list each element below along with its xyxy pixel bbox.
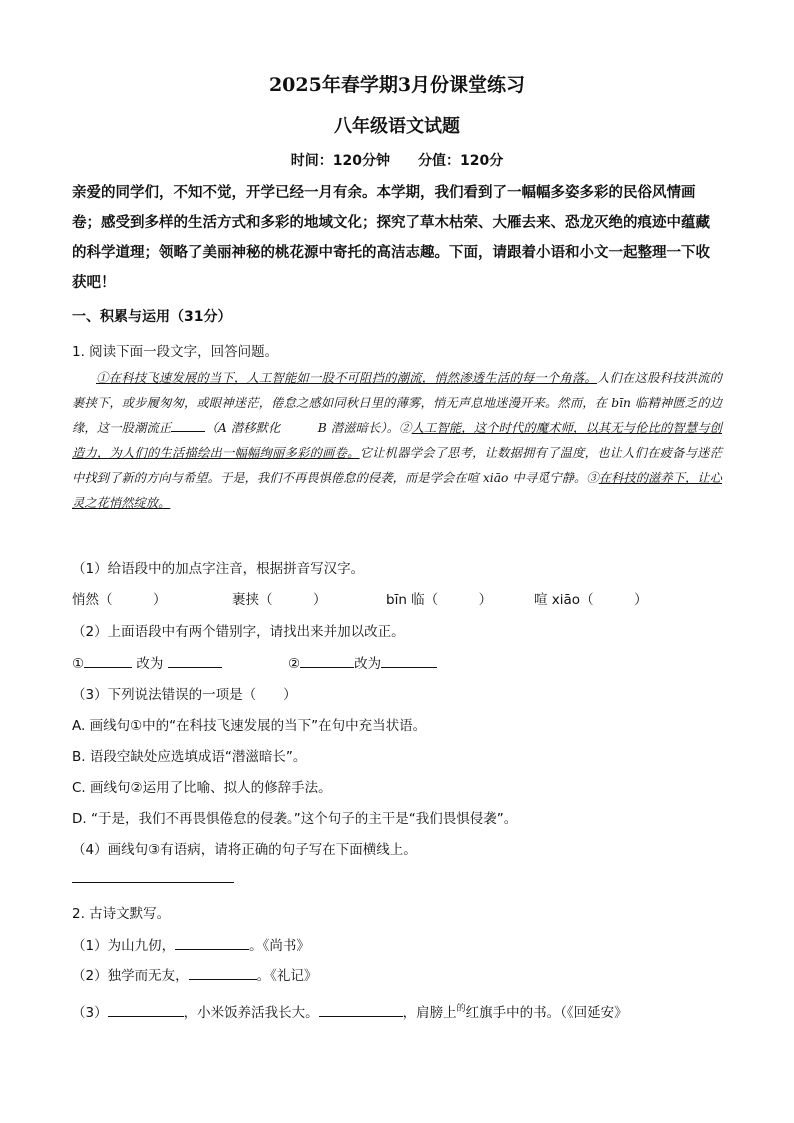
- exam-title: 2025年春学期3月份课堂练习: [268, 74, 526, 96]
- exam-meta: 时间：120分钟 分值：120分: [290, 153, 504, 169]
- q1-sub4: （4）画线句③有语病，请将正确的句子写在下面横线上。: [72, 842, 417, 858]
- q1-passage: [72, 366, 722, 516]
- correction-2-wrong[interactable]: [300, 653, 354, 668]
- section-heading: 一、积累与运用（31分）: [72, 309, 232, 325]
- q1-sub2: （2）上面语段中有两个错别字，请找出来并加以改正。: [72, 624, 405, 640]
- pinyin-item-3[interactable]: bīn 临（ ）: [386, 592, 493, 608]
- q2-blank-1[interactable]: [175, 935, 249, 950]
- correction-2-right[interactable]: [381, 653, 437, 668]
- passage-blank[interactable]: [171, 417, 205, 432]
- correction-1-right[interactable]: [168, 653, 222, 668]
- answer-line[interactable]: [72, 882, 234, 883]
- pinyin-item-4[interactable]: 喧 xiāo（ ）: [534, 592, 648, 608]
- underlined-sentence-3: 在科技的滋养下，让心灵之花悄然绽放。: [72, 471, 722, 510]
- option-d[interactable]: D. “于是，我们不再畏惧倦怠的侵袭。”这个句子的主干是“我们畏惧侵袭”。: [72, 811, 518, 827]
- underlined-sentence-2: 人工智能，这个时代的魔术师，以其无与伦比的智慧与创造力，为人们的生活描绘出一幅幅绚丽多彩的画卷。: [72, 421, 722, 460]
- q2-line-2: （2）独学而无友， 。《礼记》: [72, 964, 317, 984]
- option-b[interactable]: B. 语段空缺处应选填成语“潜滋暗长”。: [72, 749, 307, 765]
- passage-choices: （A 潜移默化 B 潜滋暗长）。②: [205, 421, 412, 435]
- passage-text: 人们在这股科技洪流的裹挟下，或步履匆匆，或眼神迷茫，倦怠之感如同秋日里的薄雾，悄无声息地迷漫开来。然而，在 bīn 临精神匮乏的边缘，这一股潮流正: [72, 371, 722, 435]
- pinyin-item-1[interactable]: 悄然（ ）: [72, 592, 167, 608]
- q1-sub1: （1）给语段中的加点字注音，根据拼音写汉字。: [72, 561, 365, 577]
- correction-1: ① 改为: [72, 652, 222, 672]
- option-a[interactable]: A. 画线句①中的“在科技飞速发展的当下”在句中充当状语。: [72, 718, 427, 734]
- intro-paragraph: 亲爱的同学们，不知不觉，开学已经一月有余。本学期，我们看到了一幅幅多姿多彩的民俗风情画卷；感受到多样的生活方式和多彩的地域文化；探究了草木枯荣、大雁去来、恐龙灭绝的痕迹中蕴藏的科学道理；领略了美丽神秘的桃花源中寄托的高洁志趣。下面，请跟着小语和小文一起整理一下收获吧！: [72, 184, 710, 291]
- q1-stem: 1. 阅读下面一段文字，回答问题。: [72, 344, 279, 360]
- correction-2: ② 改为: [288, 652, 437, 672]
- q2-line-3: （3） ，小米饭养活我长大。 ，肩膀上$^的$红旗手中的书。（《回延安》: [72, 1004, 628, 1021]
- q2-blank-3[interactable]: [108, 1002, 184, 1017]
- pinyin-item-2[interactable]: 裹挟（ ）: [232, 592, 327, 608]
- passage-text-2: 它让机器学会了思考，让数据拥有了温度，也让人们在疲备与迷茫中找到了新的方向与希望。于是，我们不再畏惧倦怠的侵袭，而是学会在喧 xiāo 中寻觅宁静。③: [72, 446, 722, 485]
- option-c[interactable]: C. 画线句②运用了比喻、拟人的修辞手法。: [72, 780, 332, 796]
- q2-blank-2[interactable]: [189, 965, 257, 980]
- exam-subtitle: 八年级语文试题: [334, 116, 460, 137]
- underlined-sentence-1: ①在科技飞速发展的当下，人工智能如一股不可阻挡的潮流，悄然渗透生活的每一个角落。: [96, 371, 597, 385]
- q2-blank-4[interactable]: [319, 1002, 403, 1017]
- correction-1-wrong[interactable]: [84, 653, 132, 668]
- q2-stem: 2. 古诗文默写。: [72, 906, 171, 922]
- q2-line-1: （1）为山九仞， 。《尚书》: [72, 934, 310, 954]
- q1-sub3: （3）下列说法错误的一项是（ ）: [72, 687, 297, 703]
